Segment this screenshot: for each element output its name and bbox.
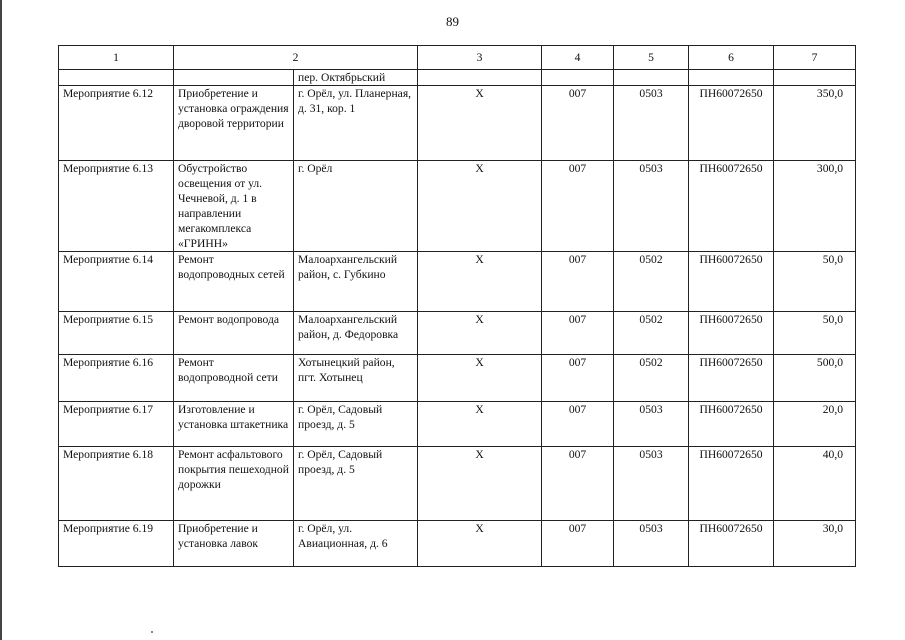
- amount-cell: 50,0: [774, 312, 856, 355]
- table-row: [59, 355, 856, 402]
- table-cell: [774, 70, 856, 86]
- col3-cell: Х: [418, 161, 542, 252]
- col3-cell: Х: [418, 86, 542, 161]
- amount-cell: 300,0: [774, 161, 856, 252]
- header-cell: 2: [174, 46, 418, 70]
- col4-cell: 007: [542, 312, 614, 355]
- measure-id-cell: Мероприятие 6.15: [59, 312, 174, 355]
- measure-id-cell: Мероприятие 6.13: [59, 161, 174, 252]
- address-cell: г. Орёл, ул. Авиационная, д. 6: [294, 521, 418, 567]
- measure-name-cell: Приобретение и установка лавок: [174, 521, 294, 567]
- table-row: [59, 86, 856, 161]
- header-cell: 4: [542, 46, 614, 70]
- col5-cell: 0502: [614, 355, 689, 402]
- amount-cell: 20,0: [774, 402, 856, 447]
- amount-cell: 350,0: [774, 86, 856, 161]
- table-row: [59, 252, 856, 312]
- col4-cell: 007: [542, 252, 614, 312]
- col5-cell: 0503: [614, 447, 689, 521]
- header-row: [59, 46, 856, 70]
- header-cell: 6: [689, 46, 774, 70]
- header-cell: 7: [774, 46, 856, 70]
- table-cell: [59, 70, 174, 86]
- table-row: [59, 521, 856, 567]
- col6-cell: ПН60072650: [689, 252, 774, 312]
- col5-cell: 0503: [614, 86, 689, 161]
- measure-name-cell: Ремонт водопроводных сетей: [174, 252, 294, 312]
- col4-cell: 007: [542, 447, 614, 521]
- col3-cell: Х: [418, 252, 542, 312]
- col5-cell: 0502: [614, 312, 689, 355]
- col3-cell: Х: [418, 312, 542, 355]
- header-cell: 1: [59, 46, 174, 70]
- col6-cell: ПН60072650: [689, 521, 774, 567]
- col3-cell: Х: [418, 402, 542, 447]
- measure-name-cell: Ремонт асфальтового покрытия пешеходной дорожки: [174, 447, 294, 521]
- amount-cell: 50,0: [774, 252, 856, 312]
- header-cell: 5: [614, 46, 689, 70]
- table-row: [59, 161, 856, 252]
- table-row: [59, 447, 856, 521]
- table-row: [59, 402, 856, 447]
- budget-table: [58, 45, 856, 567]
- col4-cell: 007: [542, 86, 614, 161]
- address-cell: Малоархангельский район, д. Федоровка: [294, 312, 418, 355]
- address-cell: г. Орёл: [294, 161, 418, 252]
- col6-cell: ПН60072650: [689, 402, 774, 447]
- col5-cell: 0502: [614, 252, 689, 312]
- table-row: [59, 312, 856, 355]
- col3-cell: Х: [418, 355, 542, 402]
- measure-name-cell: Изготовление и установка штакетника: [174, 402, 294, 447]
- address-cell: пер. Октябрьский: [294, 70, 418, 86]
- measure-id-cell: Мероприятие 6.12: [59, 86, 174, 161]
- address-cell: г. Орёл, ул. Планерная, д. 31, кор. 1: [294, 86, 418, 161]
- col6-cell: ПН60072650: [689, 355, 774, 402]
- measure-name-cell: Ремонт водопроводной сети: [174, 355, 294, 402]
- scan-speck: [151, 631, 153, 633]
- address-cell: г. Орёл, Садовый проезд, д. 5: [294, 402, 418, 447]
- amount-cell: 30,0: [774, 521, 856, 567]
- amount-cell: 500,0: [774, 355, 856, 402]
- measure-id-cell: Мероприятие 6.18: [59, 447, 174, 521]
- col6-cell: ПН60072650: [689, 161, 774, 252]
- address-cell: г. Орёл, Садовый проезд, д. 5: [294, 447, 418, 521]
- scan-left-border: [0, 0, 2, 640]
- table-cell: [689, 70, 774, 86]
- col5-cell: 0503: [614, 521, 689, 567]
- continuation-row: [59, 70, 856, 86]
- col6-cell: ПН60072650: [689, 312, 774, 355]
- measure-id-cell: Мероприятие 6.19: [59, 521, 174, 567]
- page-number: 89: [446, 14, 459, 29]
- table-cell: [542, 70, 614, 86]
- col4-cell: 007: [542, 161, 614, 252]
- measure-id-cell: Мероприятие 6.16: [59, 355, 174, 402]
- address-cell: Хотынецкий район, пгт. Хотынец: [294, 355, 418, 402]
- measure-name-cell: Приобретение и установка ограждения дворовой территории: [174, 86, 294, 161]
- col3-cell: Х: [418, 521, 542, 567]
- table-cell: [418, 70, 542, 86]
- col3-cell: Х: [418, 447, 542, 521]
- address-cell: Малоархангельский район, с. Губкино: [294, 252, 418, 312]
- col4-cell: 007: [542, 521, 614, 567]
- measure-name-cell: Обустройство освещения от ул. Чечневой, д. 1 в направлении мегакомплекса «ГРИНН»: [174, 161, 294, 252]
- amount-cell: 40,0: [774, 447, 856, 521]
- measure-id-cell: Мероприятие 6.14: [59, 252, 174, 312]
- measure-id-cell: Мероприятие 6.17: [59, 402, 174, 447]
- col5-cell: 0503: [614, 402, 689, 447]
- measure-name-cell: Ремонт водопровода: [174, 312, 294, 355]
- col4-cell: 007: [542, 355, 614, 402]
- header-cell: 3: [418, 46, 542, 70]
- table-cell: [174, 70, 294, 86]
- table-cell: [614, 70, 689, 86]
- col6-cell: ПН60072650: [689, 447, 774, 521]
- col4-cell: 007: [542, 402, 614, 447]
- col5-cell: 0503: [614, 161, 689, 252]
- col6-cell: ПН60072650: [689, 86, 774, 161]
